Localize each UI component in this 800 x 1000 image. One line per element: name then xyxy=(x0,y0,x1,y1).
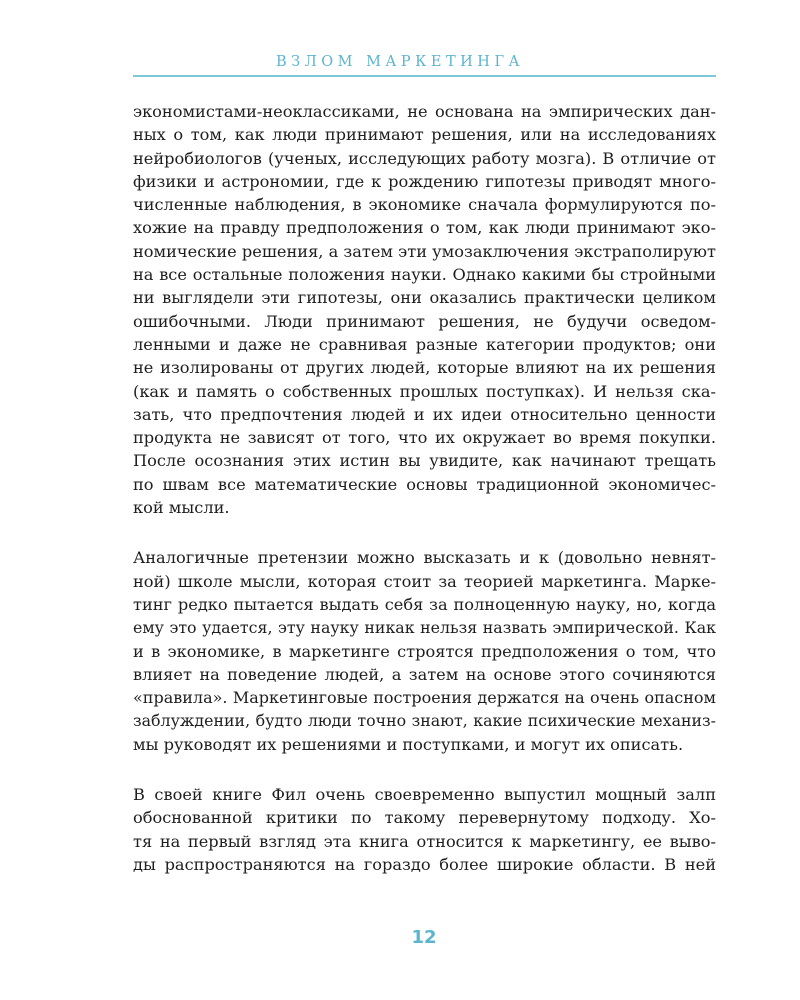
text-line: ни выглядели эти гипотезы, они оказались практически целиком xyxy=(133,288,716,308)
text-line: хожие на правду предположения о том, как люди принимают эко- xyxy=(133,218,716,238)
text-line: экономистами-неоклассиками, не основана на эмпирических дан- xyxy=(133,102,716,121)
text-line: не изолированы от других людей, которые влияют на их решения xyxy=(133,358,716,378)
running-header-title: ВЗЛОМ МАРКЕТИНГА xyxy=(275,54,525,70)
text-line: ной) школе мысли, которая стоит за теорией маркетинга. Марке- xyxy=(133,571,716,591)
text-line: После осознания этих истин вы увидите, как начинают трещать xyxy=(133,451,716,471)
page-number: 12 xyxy=(411,927,437,948)
text-line: Аналогичные претензии можно высказать и к (довольно невнят- xyxy=(133,548,716,568)
text-line: обоснованной критики по такому перевернутому подходу. Хо- xyxy=(133,808,716,828)
text-line: ему это удается, эту науку никак нельзя назвать эмпирической. Как xyxy=(133,618,716,638)
text-line: В своей книге Фил очень своевременно выпустил мощный залп xyxy=(133,785,716,805)
text-line: ошибочными. Люди принимают решения, не будучи осведом- xyxy=(133,311,716,331)
text-line: «правила». Маркетинговые построения держатся на очень опасном xyxy=(133,688,716,708)
text-line: продукта не зависят от того, что их окружает во время покупки. xyxy=(133,428,716,448)
text-line: и в экономике, в маркетинге строятся предположения о том, что xyxy=(133,641,716,661)
text-line: зать, что предпочтения людей и их идеи относительно ценности xyxy=(133,404,716,424)
paragraph-2 xyxy=(133,546,716,756)
text-line: ды распространяются на гораздо более широкие области. В ней xyxy=(133,854,716,874)
text-line: влияет на поведение людей, а затем на основе этого сочиняются xyxy=(133,664,716,684)
text-line: физики и астрономии, где к рождению гипотезы приводят много- xyxy=(133,171,716,191)
text-line: ленными и даже не сравнивая разные категории продуктов; они xyxy=(133,334,716,354)
text-line: численные наблюдения, в экономике сначала формулируются по- xyxy=(133,195,716,215)
text-line: мы руководят их решениями и поступками, и могут их описать. xyxy=(133,734,684,754)
text-line: кой мысли. xyxy=(133,498,230,518)
text-line: номические решения, а затем эти умозаключения экстраполируют xyxy=(133,241,716,261)
paragraph-1 xyxy=(133,100,716,519)
text-line: нейробиологов (ученых, исследующих работу мозга). В отличие от xyxy=(133,148,716,168)
text-line: тинг редко пытается выдать себя за полноценную науку, но, когда xyxy=(133,594,716,614)
text-line: ных о том, как люди принимают решения, или на исследованиях xyxy=(133,125,716,145)
paragraph-3 xyxy=(133,783,716,876)
text-line: тя на первый взгляд эта книга относится к маркетингу, ее выво- xyxy=(133,831,716,851)
text-line: (как и память о собственных прошлых поступках). И нельзя ска- xyxy=(133,381,716,401)
header-divider xyxy=(133,75,716,77)
book-page-body xyxy=(133,100,716,876)
text-line: заблуждении, будто люди точно знают, какие психические механиз- xyxy=(133,711,716,731)
text-line: на все остальные положения науки. Однако какими бы стройными xyxy=(133,265,716,285)
text-line: по швам все математические основы традиционной экономичес- xyxy=(133,474,716,494)
